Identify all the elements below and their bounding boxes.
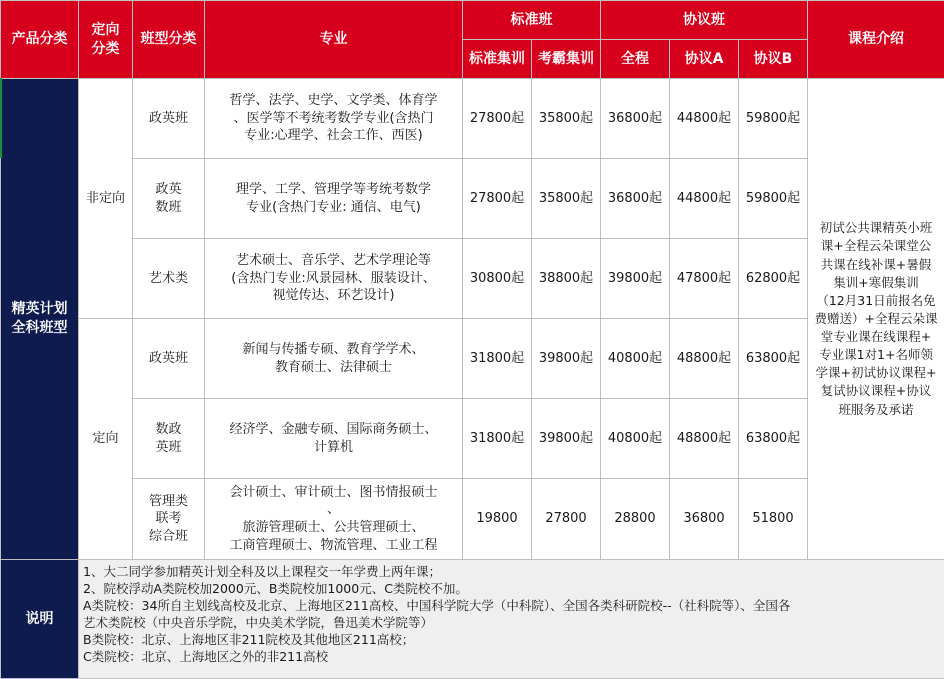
price-full: 39800起 [601, 239, 670, 319]
price-full: 36800起 [601, 159, 670, 239]
price-full: 36800起 [601, 79, 670, 159]
major-cell [205, 239, 463, 319]
header-class-category: 班型分类 [133, 1, 205, 79]
price-kaoba: 27800 [532, 479, 601, 560]
price-std: 27800起 [463, 79, 532, 159]
price-std: 31800起 [463, 399, 532, 479]
header-full: 全程 [601, 40, 670, 79]
major-cell [205, 319, 463, 399]
notes-body [79, 560, 944, 679]
table-row [1, 239, 944, 319]
table-row [1, 79, 944, 159]
price-std: 19800 [463, 479, 532, 560]
price-full: 40800起 [601, 399, 670, 479]
note-line: 2、院校浮动A类院校加2000元、B类院校加1000元、C类院校不加。 [83, 580, 940, 597]
note-line: A类院校：34所自主划线高校及北京、上海地区211高校、中国科学院大学（中科院）、全国各类科研院校--（社科院等）、全国各 [83, 597, 940, 614]
price-full: 40800起 [601, 319, 670, 399]
major-text: 理学、工学、管理学等考统考数学 专业(含热门专业: 通信、电气) [236, 182, 431, 215]
major-text: 经济学、金融专硕、国际商务硕士、 计算机 [229, 422, 437, 455]
price-full: 28800 [601, 479, 670, 560]
price-a: 36800 [670, 479, 739, 560]
price-std: 27800起 [463, 159, 532, 239]
price-kaoba: 39800起 [532, 319, 601, 399]
class-type: 政英班 [149, 351, 188, 366]
price-std: 31800起 [463, 319, 532, 399]
header-direction-category [79, 1, 133, 79]
major-text: 哲学、法学、史学、文学类、体育学 、医学等不考统考数学专业(含热门 专业:心理学、社会工作、西医) [229, 93, 437, 143]
edge-marker [0, 78, 2, 158]
price-std: 30800起 [463, 239, 532, 319]
header-course-intro: 课程介绍 [808, 1, 944, 79]
price-a: 47800起 [670, 239, 739, 319]
header-major: 专业 [205, 1, 463, 79]
class-type-cell [133, 239, 205, 319]
major-text: 艺术硕士、音乐学、艺术学理论等 (含热门专业:风景园林、服装设计、 视觉传达、环艺设计) [231, 253, 435, 303]
price-b: 51800 [739, 479, 808, 560]
header-agreement-b: 协议B [739, 40, 808, 79]
header-direction-category-text: 定向 分类 [92, 22, 120, 57]
header-agreement-group: 协议班 [601, 1, 808, 40]
header-product-category: 产品分类 [1, 1, 79, 79]
header-kaoba-collective: 考霸集训 [532, 40, 601, 79]
class-type: 艺术类 [149, 271, 188, 286]
table-row [1, 399, 944, 479]
direction-cell: 非定向 [79, 79, 133, 319]
direction-cell: 定向 [79, 319, 133, 560]
class-type: 政英 数班 [155, 182, 181, 215]
header-std-collective: 标准集训 [463, 40, 532, 79]
price-kaoba: 38800起 [532, 239, 601, 319]
course-intro-cell [808, 79, 944, 560]
price-a: 44800起 [670, 79, 739, 159]
table-row [1, 319, 944, 399]
class-type-cell [133, 399, 205, 479]
price-a: 44800起 [670, 159, 739, 239]
course-intro-text: 初试公共课精英小班 课+全程云朵课堂公 共课在线补课+暑假 集训+寒假集训 （12月31日前报名免 费赠送）+全程云朵课 堂专业课在线课程+ 专业课1对1+名师领 学课+初试协议课程+ 复试协议课程+协议 班服务及承诺 [815, 220, 938, 416]
major-text: 会计硕士、审计硕士、图书情报硕士 、 旅游管理硕士、公共管理硕士、 工商管理硕士、物流管理、工业工程 [229, 485, 437, 553]
table-row [1, 159, 944, 239]
class-type-cell [133, 319, 205, 399]
price-b: 62800起 [739, 239, 808, 319]
price-b: 63800起 [739, 399, 808, 479]
product-name: 精英计划 全科班型 [12, 301, 68, 336]
price-b: 59800起 [739, 79, 808, 159]
price-b: 63800起 [739, 319, 808, 399]
class-type-cell [133, 79, 205, 159]
price-kaoba: 35800起 [532, 159, 601, 239]
price-kaoba: 35800起 [532, 79, 601, 159]
note-line: C类院校：北京、上海地区之外的非211高校 [83, 648, 940, 665]
class-type: 管理类 联考 综合班 [149, 494, 188, 544]
major-cell [205, 479, 463, 560]
header-agreement-a: 协议A [670, 40, 739, 79]
major-cell [205, 79, 463, 159]
major-text: 新闻与传播专硕、教育学学术、 教育硕士、法律硕士 [242, 342, 424, 375]
price-kaoba: 39800起 [532, 399, 601, 479]
note-line: 1、大二同学参加精英计划全科及以上课程交一年学费上两年课； [83, 563, 940, 580]
class-type: 数政 英班 [155, 422, 181, 455]
header-standard-group: 标准班 [463, 1, 601, 40]
class-type-cell [133, 159, 205, 239]
table-row [1, 479, 944, 560]
notes-row [1, 560, 944, 679]
price-a: 48800起 [670, 399, 739, 479]
note-line: 艺术类院校（中央音乐学院，中央美术学院，鲁迅美术学院等） [83, 614, 940, 631]
major-cell [205, 399, 463, 479]
price-b: 59800起 [739, 159, 808, 239]
price-a: 48800起 [670, 319, 739, 399]
major-cell [205, 159, 463, 239]
class-type-cell [133, 479, 205, 560]
product-name-cell [1, 79, 79, 560]
note-line: B类院校：北京、上海地区非211院校及其他地区211高校； [83, 631, 940, 648]
class-type: 政英班 [149, 111, 188, 126]
notes-label: 说明 [1, 560, 79, 679]
